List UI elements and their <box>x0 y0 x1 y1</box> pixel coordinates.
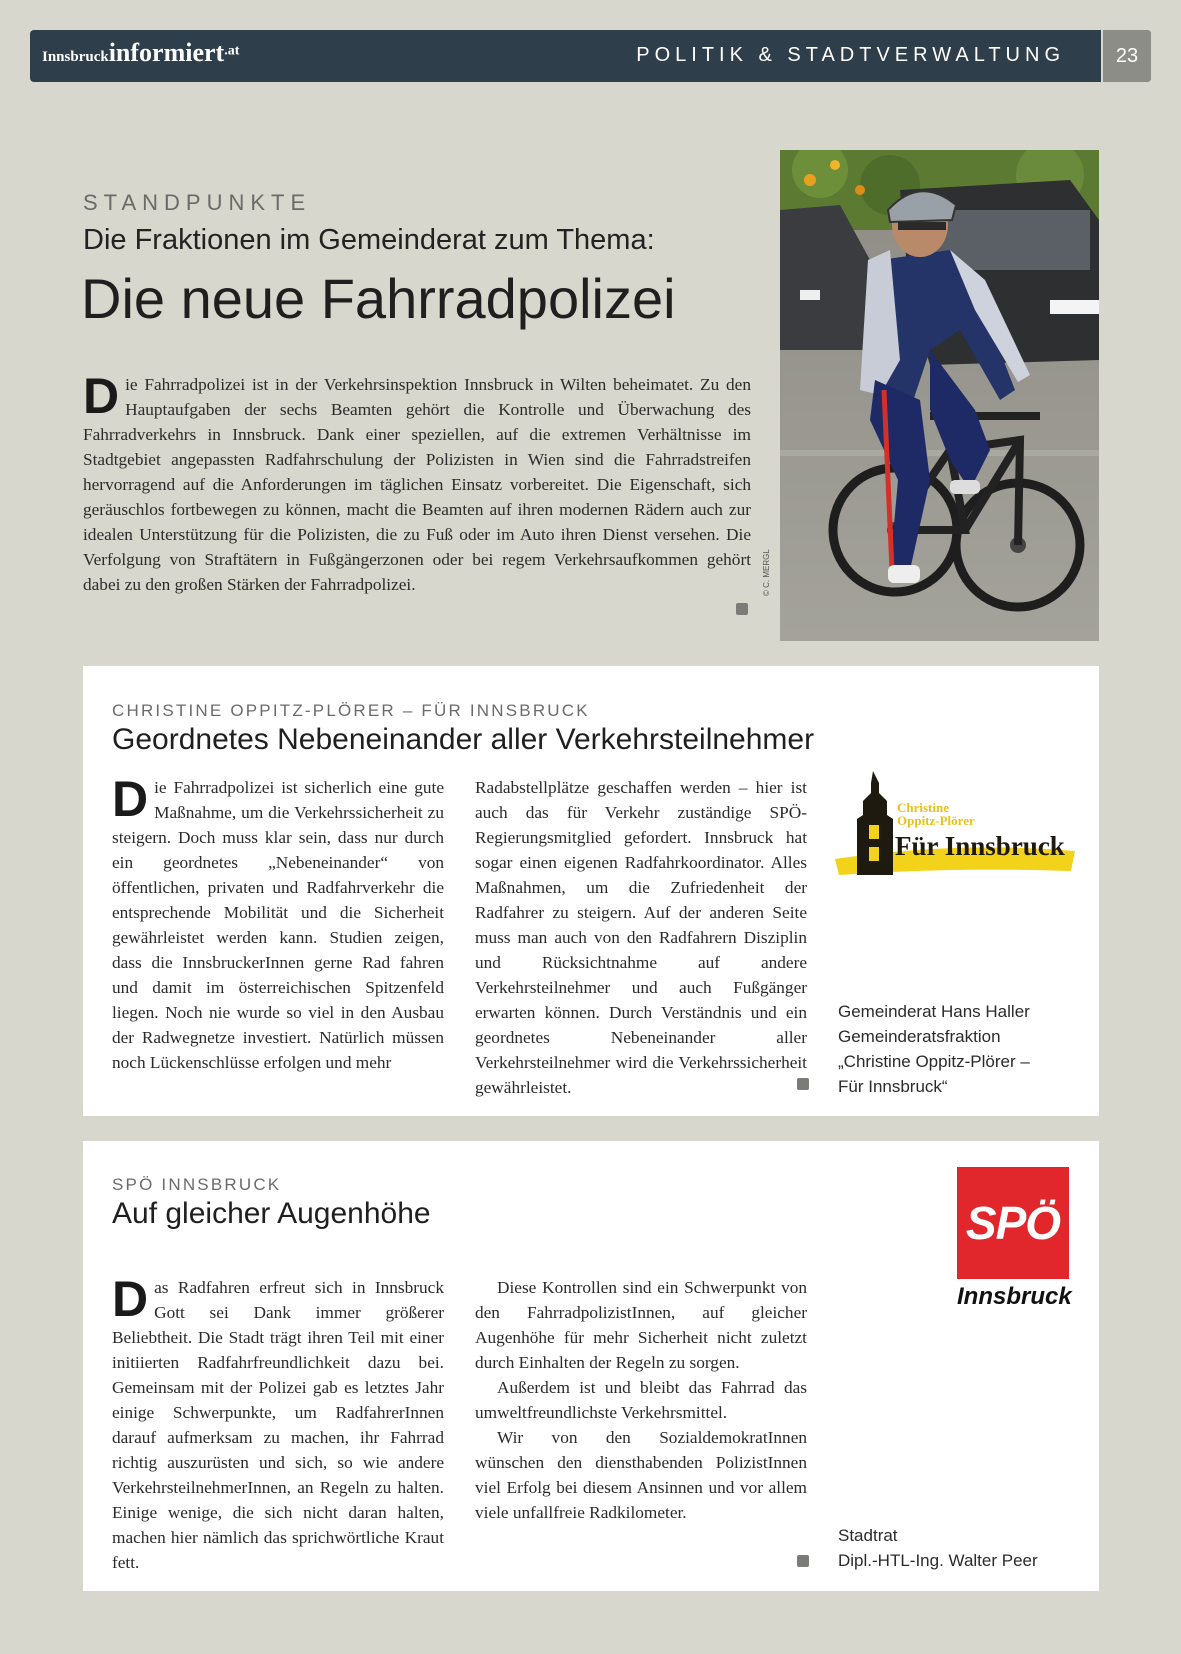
spoe-logo <box>957 1167 1072 1311</box>
party-label: CHRISTINE OPPITZ-PLÖRER – FÜR INNSBRUCK <box>112 701 590 720</box>
signature-line: Gemeinderat Hans Haller <box>838 1002 1030 1021</box>
signature-line: Gemeinderatsfraktion <box>838 1027 1001 1046</box>
logo-line-3: Für Innsbruck <box>895 831 1065 861</box>
dropcap: D <box>112 771 149 827</box>
logo-prefix: Innsbruck <box>42 49 109 65</box>
spoe-logo-text: SPÖ <box>965 1197 1061 1249</box>
cyclist-illustration <box>780 150 1099 641</box>
fuer-innsbruck-logo <box>835 771 1075 891</box>
intro-text: ie Fahrradpolizei ist in der Verkehrsinspektion Innsbruck in Wilten beheimatet. Zu den Hauptaufgaben der sechs Beamten gehört die Kontrolle und Überwachung des Fahrradverkehrs in Innsbruck. Dank einer speziellen, auf die extremen Verhältnisse im Stadtgebiet angepassten Radfahrschulung der Polizisten in Wien sind die Fahrradstreifen hervorragend auf die Anforderungen im täglichen Einsatz vorbereitet. Die Eigenschaft, sich geräuschlos fortbewegen zu können, macht die Beamten auf ihren modernen Rädern auch zur idealen Unterstützung für die Polizisten, die zu Fuß oder im Auto ihren Dienst versehen. Die Verfolgung von Straftätern in Fußgängerzonen oder bei regem Verkehrsaufkommen gehört dabei zu den großen Stärken der Fahrradpolizei. <box>83 375 751 594</box>
statement-heading: Geordnetes Nebeneinander aller Verkehrsteilnehmer <box>112 723 815 756</box>
publication-logo[interactable] <box>42 38 239 68</box>
signature <box>838 1523 1038 1573</box>
cyclist-photo <box>780 150 1099 641</box>
statement-column-1 <box>112 1271 444 1575</box>
spoe-logo-city: Innsbruck <box>957 1283 1072 1310</box>
photo-credit: © C. MERGL <box>762 549 771 596</box>
signature-line: Stadtrat <box>838 1526 898 1545</box>
signature-line: Für Innsbruck“ <box>838 1077 948 1096</box>
signature <box>838 999 1030 1099</box>
logo-main: informiert <box>108 38 225 67</box>
logo-suffix: .at <box>224 43 240 59</box>
intro-paragraph <box>83 368 751 597</box>
statement-heading: Auf gleicher Augenhöhe <box>112 1197 431 1230</box>
kicker: STANDPUNKTE <box>83 190 312 215</box>
signature-line: „Christine Oppitz-Plörer – <box>838 1052 1030 1071</box>
column-text: Radabstellplätze geschaffen werden – hier ist auch das für Verkehr zuständige SPÖ-Regierungsmitglied gefordert. Innsbruck hat sogar einen eigenen Radfahrkoordinator. Alles Maßnahmen, um die Zufriedenheit der Radfahrer zu steigern. Auf der anderen Seite muss man auch von den Radfahrern Disziplin und Rücksichtnahme auf andere Verkehrsteilnehmer und auch Fußgänger erwarten können. Durch Verständnis und ein geordnetes Nebeneinander aller Verkehrsteilnehmer wird die Verkehrssicherheit gewährleistet. <box>475 778 807 1097</box>
column-paragraph: Außerdem ist und bleibt das Fahrrad das umweltfreundlichste Verkehrsmittel. <box>475 1378 807 1422</box>
party-label: SPÖ INNSBRUCK <box>112 1175 282 1194</box>
statement-column-2 <box>475 1275 807 1525</box>
column-paragraph: Diese Kontrollen sind ein Schwerpunkt von den FahrradpolizistInnen, auf gleicher Augenhöhe für mehr Sicherheit nicht zuletzt durch Einhalten der Regeln zu sorgen. <box>475 1278 807 1372</box>
statement-card-spoe <box>83 1141 1099 1591</box>
page-subtitle: Die Fraktionen im Gemeinderat zum Thema: <box>83 224 655 256</box>
column-paragraph: Wir von den SozialdemokratInnen wünschen den diensthabenden PolizistInnen viel Erfolg bei diesem Ansinnen und vor allem viele unfallfreie Radkilometer. <box>475 1428 807 1522</box>
dropcap: D <box>83 368 120 424</box>
dropcap: D <box>112 1271 149 1327</box>
column-text: ie Fahrradpolizei ist sicherlich eine gute Maßnahme, um die Verkehrssicherheit zu steigern. Doch muss klar sein, dass nur durch ein geordnetes „Nebeneinander“ von öffentlichen, privaten und Radfahrverkehr die entsprechende Mobilität und die Sicherheit gewährleistet werden kann. Studien zeigen, dass die InnsbruckerInnen gerne Rad fahren und damit im österreichischen Spitzenfeld liegen. Noch nie wurde so viel in den Ausbau der Radwegnetze investiert. Natürlich müssen noch Lückenschlüsse erfolgen und mehr <box>112 778 444 1072</box>
statement-card-oppitz <box>83 666 1099 1116</box>
end-mark-icon <box>797 1555 809 1567</box>
header-bar <box>30 30 1151 82</box>
section-title: POLITIK & STADTVERWALTUNG <box>636 44 1065 66</box>
signature-line: Dipl.-HTL-Ing. Walter Peer <box>838 1551 1038 1570</box>
logo-line-1: Christine <box>897 800 949 815</box>
page-title: Die neue Fahrradpolizei <box>81 267 676 330</box>
end-mark-icon <box>736 603 748 615</box>
logo-line-2: Oppitz-Plörer <box>897 813 975 828</box>
statement-column-1 <box>112 771 444 1075</box>
page-number: 23 <box>1101 30 1151 82</box>
statement-column-2 <box>475 775 807 1100</box>
spoe-logo-box <box>957 1167 1069 1279</box>
end-mark-icon <box>797 1078 809 1090</box>
column-text: as Radfahren erfreut sich in Innsbruck Gott sei Dank immer größerer Beliebtheit. Die Stadt trägt ihren Teil mit einer initiierten Radfahrfreundlichkeit dazu bei. Gemeinsam mit der Polizei gab es letztes Jahr einige Schwerpunkte, um RadfahrerInnen darauf aufmerksam zu machen, ihr Fahrrad richtig auszurüsten und sich, so wie andere VerkehrsteilnehmerInnen, an Regeln zu halten. Einige wenige, die sich nicht daran halten, machen hier nämlich das sprichwörtliche Kraut fett. <box>112 1278 444 1572</box>
